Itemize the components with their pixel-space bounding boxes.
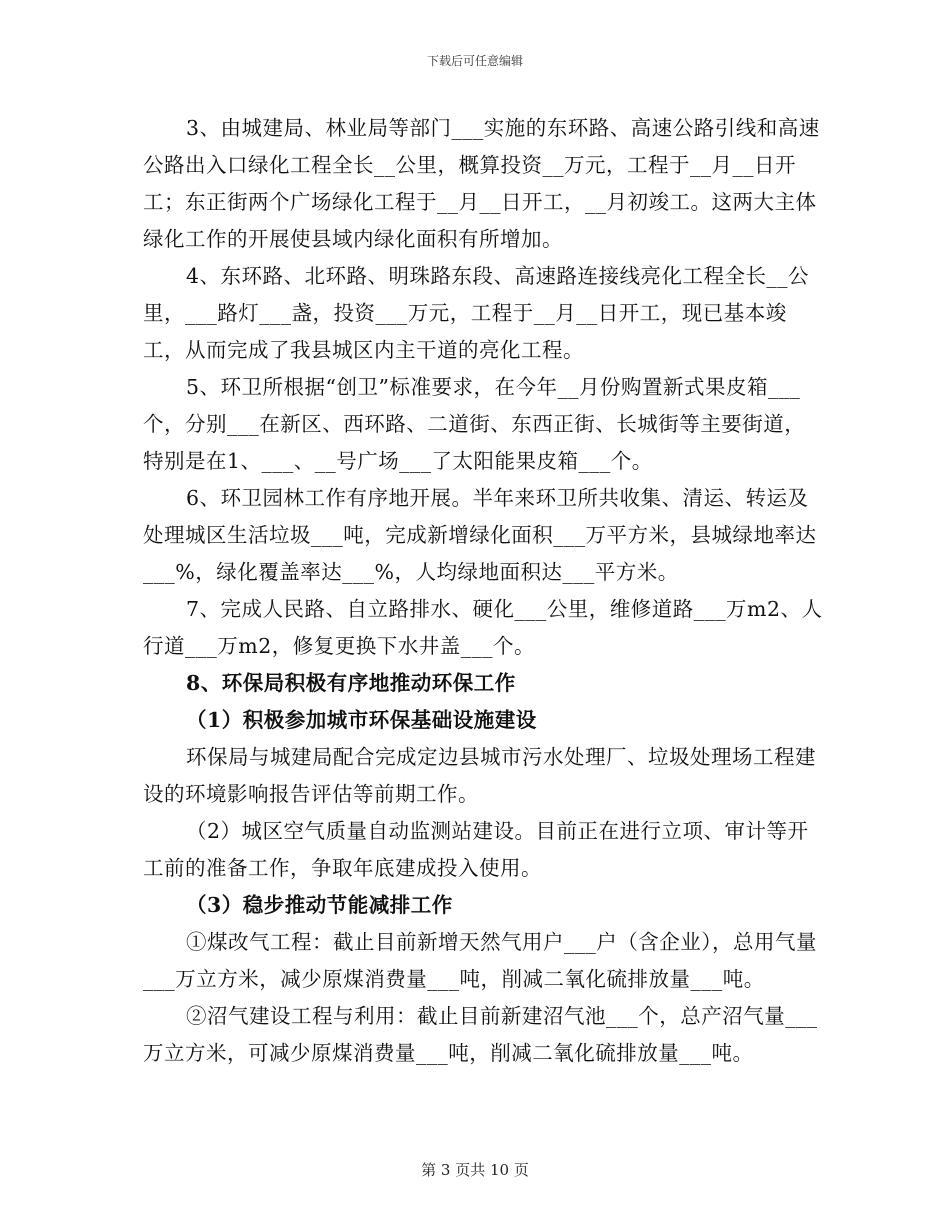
paragraph-env-report: 环保局与城建局配合完成定边县城市污水处理厂、垃圾处理场工程建设的环境影响报告评估等前期工作。 bbox=[143, 745, 816, 806]
document-body bbox=[143, 110, 823, 1072]
page-footer: 第 3 页共 10 页 bbox=[421, 1161, 529, 1179]
section-heading-8: 8、环保局积极有序地推动环保工作 bbox=[186, 671, 516, 695]
paragraph-6: 6、环卫园林工作有序地开展。半年来环卫所共收集、清运、转运及处理城区生活垃圾___吨，完成新增绿化面积___万平方米，县城绿地率达___%，绿化覆盖率达___%，人均绿地面积达___平方米。 bbox=[143, 486, 817, 584]
paragraph-5: 5、环卫所根据“创卫”标准要求，在今年__月份购置新式果皮箱___个，分别___在新区、西环路、二道街、东西正街、长城街等主要街道，特别是在1、___、__号广场___了太阳能果皮箱___个。 bbox=[143, 375, 806, 473]
page-header: 下载后可任意编辑 bbox=[426, 54, 523, 68]
paragraph-4: 4、东环路、北环路、明珠路东段、高速路连接线亮化工程全长__公里，___路灯___盏，投资___万元，工程于__月__日开工，现已基本竣工，从而完成了我县城区内主干道的亮化工程。 bbox=[143, 264, 810, 362]
paragraph-3: 3、由城建局、林业局等部门___实施的东环路、高速公路引线和高速公路出入口绿化工程全长__公里，概算投资__万元，工程于__月__日开工；东正街两个广场绿化工程于__月__日开工，__月初竣工。这两大主体绿化工作的开展使县域内绿化面积有所增加。 bbox=[143, 116, 820, 251]
sub-heading-3: （3）稳步推动节能减排工作 bbox=[186, 893, 453, 917]
paragraph-air-station: （2）城区空气质量自动监测站建设。目前正在进行立项、审计等开工前的准备工作，争取年底建成投入使用。 bbox=[143, 819, 809, 880]
paragraph-7: 7、完成人民路、自立路排水、硬化___公里，维修道路___万m2、人行道___万m2，修复更换下水井盖___个。 bbox=[143, 597, 823, 658]
sub-heading-1: （1）积极参加城市环保基础设施建设 bbox=[186, 708, 537, 732]
paragraph-biogas: ②沼气建设工程与利用：截止目前新建沼气池___个，总产沼气量___万立方米，可减少原煤消费量___吨，削减二氧化硫排放量___吨。 bbox=[143, 1004, 818, 1065]
paragraph-coal-to-gas: ①煤改气工程：截止目前新增天然气用户___户（含企业），总用气量___万立方米，减少原煤消费量___吨，削减二氧化硫排放量___吨。 bbox=[143, 930, 817, 991]
